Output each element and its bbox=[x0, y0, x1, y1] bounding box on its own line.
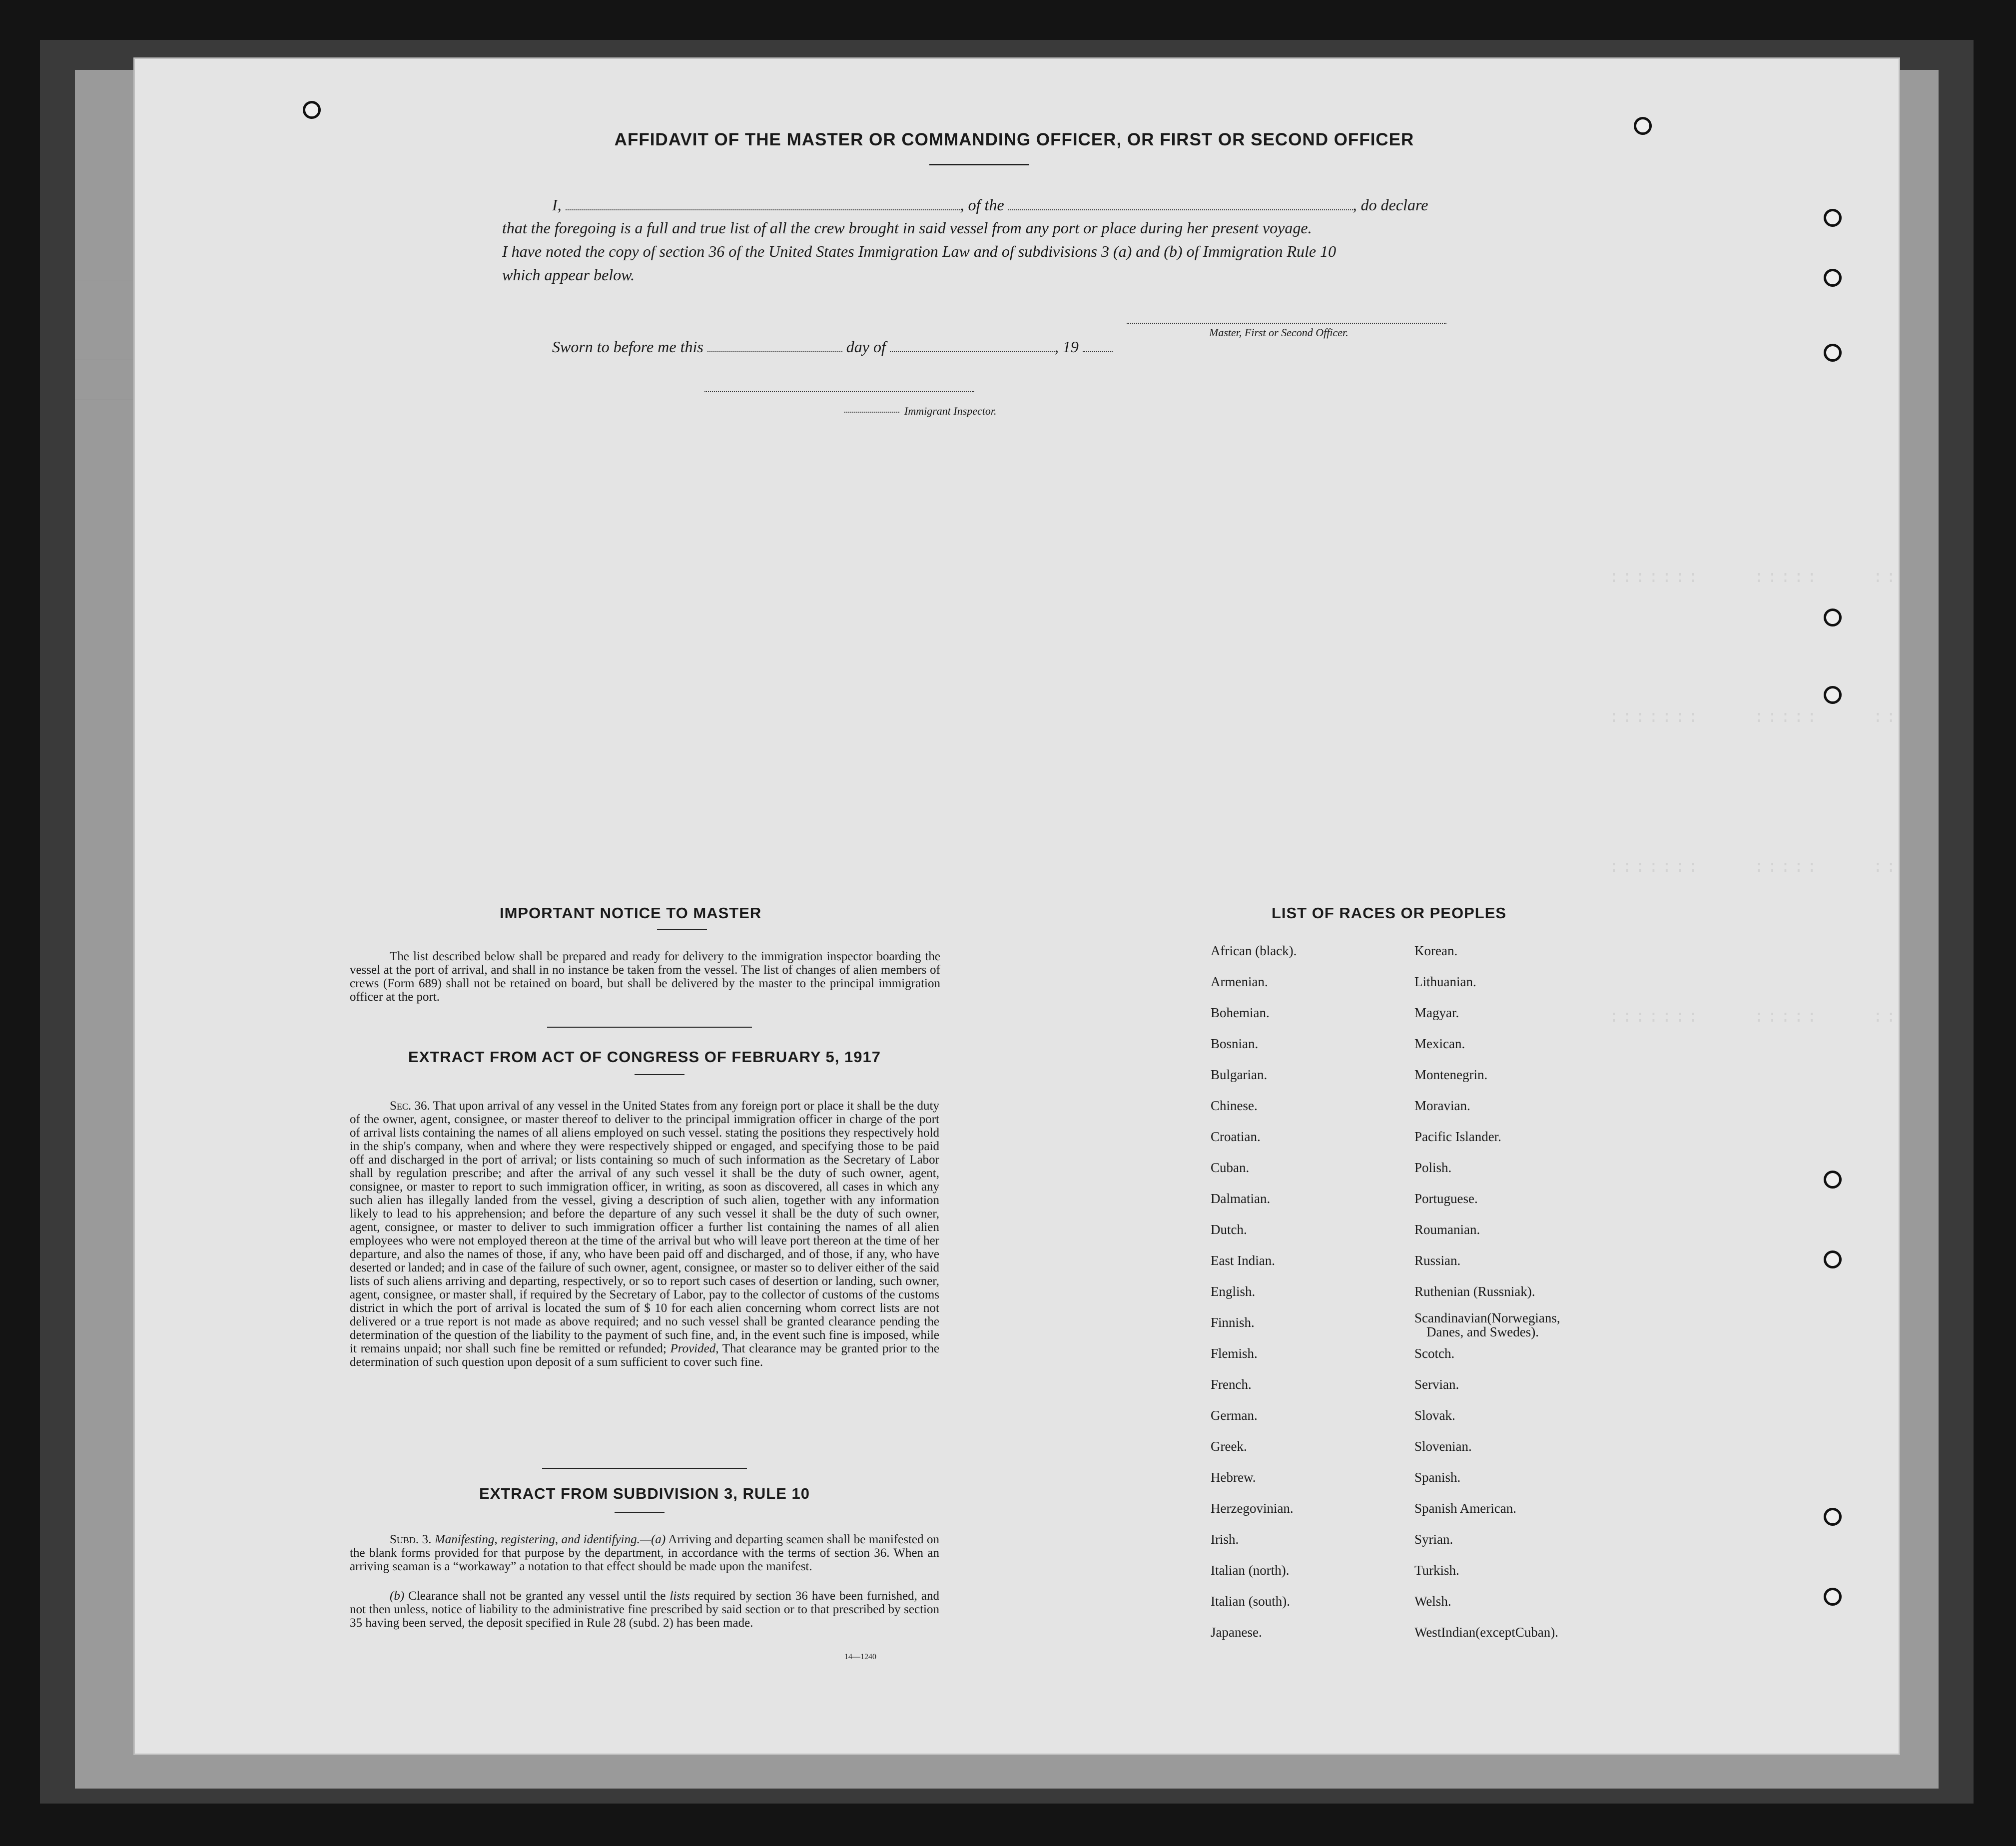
punch-hole bbox=[1824, 609, 1842, 626]
race-item: Dalmatian. bbox=[1211, 1191, 1271, 1206]
subd-label: Subd. 3. bbox=[390, 1533, 432, 1546]
race-item: Russian. bbox=[1414, 1253, 1461, 1268]
title-rule bbox=[929, 164, 1029, 165]
punch-hole bbox=[1824, 1171, 1842, 1189]
race-item: Korean. bbox=[1414, 943, 1458, 958]
race-item: Bosnian. bbox=[1211, 1036, 1259, 1051]
race-item: Cuban. bbox=[1211, 1160, 1250, 1175]
subd-b-label: (b) bbox=[390, 1589, 405, 1603]
punch-hole bbox=[1824, 344, 1842, 362]
affidavit-line-2: that the foregoing is a full and true list of all the crew brought in said vessel from any port or place during her present voyage. bbox=[502, 219, 1312, 237]
race-item: Hebrew. bbox=[1211, 1470, 1256, 1485]
race-item: Italian (north). bbox=[1211, 1563, 1290, 1578]
sworn-year: , 19 bbox=[1054, 338, 1079, 356]
punch-hole bbox=[1824, 1588, 1842, 1606]
inspector-caption-leader bbox=[844, 412, 899, 413]
sworn-prefix: Sworn to before me this bbox=[552, 338, 703, 356]
race-item: African (black). bbox=[1211, 943, 1297, 958]
affidavit-line-3: I have noted the copy of section 36 of the United States Immigration Law and of subdivisions 3 (a) and (b) of Immigration Rule 10 bbox=[502, 242, 1337, 260]
race-item: Lithuanian. bbox=[1414, 974, 1476, 989]
provided-label: Provided, bbox=[670, 1342, 719, 1355]
punch-hole bbox=[1824, 686, 1842, 704]
bleed-through: ::::::: ::::: :: bbox=[1609, 858, 1899, 877]
sec-36-text: That upon arrival of any vessel in the United States from any foreign port or place it shall be the duty of the owner, agent, consignee, or master thereof to deliver to the principal immigration officer in charge of the port of arrival lists containing the names of all aliens employed on such vessel. stating the positions they respectively hold in the ship's company, when and where they were respectively shipped or engaged, and specifying those to be paid off and discharged in the port of arrival; or lists containing so much of such information as the Secretary of Labor shall by regulation prescribe; and after the arrival of any such vessel it shall be the duty of such owner, agent, consignee, or master to report to such immigration officer, in writing, as soon as discovered, all cases in which any such alien has illegally landed from the vessel, giving a description of such alien, together with any information likely to lead to his apprehension; and before the departure of any such vessel it shall be the duty of such owner, agent, consignee, or master to deliver to such immigration officer a further list containing the names of all alien employees who were not employed thereon at the time of the arrival but who will leave port thereon at the time of her departure, and also the names of those, if any, who have been paid off and discharged, and of those, if any, who have deserted or landed; and in case of the failure of such owner, agent, consignee, or master so to deliver either of the said lists of such aliens arriving and departing, respectively, or so to report such cases of desertion or landing, such owner, agent, consignee, or master shall, if required by the Secretary of Labor, pay to the collector of customs of the customs district in which the port of arrival is located the sum of $ 10 for each alien concerning whom correct lists are not delivered or a true report is not made as above required; and no such vessel shall be granted clearance pending the determination of the question of the liability to the payment of such fine, and, in the event such fine is imposed, while it remains unpaid; nor shall such fine be remitted or refunded; bbox=[350, 1099, 939, 1355]
race-item: Pacific Islander. bbox=[1414, 1129, 1501, 1144]
section-divider bbox=[542, 1468, 747, 1469]
bleed-through: ::::::: ::::: :: bbox=[1609, 1008, 1899, 1027]
affidavit-line-1 bbox=[552, 195, 1428, 214]
month-blank bbox=[890, 337, 1055, 352]
race-item: Bohemian. bbox=[1211, 1005, 1270, 1020]
affidavit-declare: , do declare bbox=[1352, 196, 1428, 214]
race-item: Roumanian. bbox=[1414, 1222, 1480, 1237]
punch-hole bbox=[1824, 269, 1842, 287]
race-item: Armenian. bbox=[1211, 974, 1268, 989]
bleed-through: ::::::: ::::: :: bbox=[1609, 708, 1899, 727]
sec-36-label: Sec. 36. bbox=[390, 1099, 430, 1113]
race-item-continuation: Danes, and Swedes). bbox=[1426, 1324, 1539, 1339]
sec-36-text-end: That clearance may be granted prior to the determination of such question upon deposit of a sum sufficient to cover such fine. bbox=[350, 1342, 939, 1369]
sworn-day: day of bbox=[846, 338, 886, 356]
race-item: Chinese. bbox=[1211, 1098, 1258, 1113]
race-item: Syrian. bbox=[1414, 1532, 1453, 1547]
name-blank bbox=[566, 195, 960, 210]
subd-b-text-1: Clearance shall not be granted any vessel until the bbox=[408, 1589, 666, 1603]
punch-hole bbox=[1824, 1508, 1842, 1526]
punch-hole bbox=[1824, 1250, 1842, 1268]
race-item: Magyar. bbox=[1414, 1005, 1459, 1020]
affidavit-title: AFFIDAVIT OF THE MASTER OR COMMANDING OFFICER, OR FIRST OR SECOND OFFICER bbox=[614, 130, 1414, 149]
subd-a-text: Arriving and departing seamen shall be manifested on the blank forms provided for that purpose by the department, in accordance with the terms of section 36. When an arriving seaman is a “workaway” a notation to that effect should be made upon the manifest. bbox=[350, 1533, 940, 1573]
race-item: Servian. bbox=[1414, 1377, 1459, 1392]
race-item: Montenegrin. bbox=[1414, 1067, 1488, 1082]
act-body bbox=[350, 1099, 939, 1369]
affidavit-line-4: which appear below. bbox=[502, 266, 635, 284]
notice-title: IMPORTANT NOTICE TO MASTER bbox=[500, 904, 762, 922]
race-item: Bulgarian. bbox=[1211, 1067, 1268, 1082]
race-item: Scotch. bbox=[1414, 1346, 1455, 1361]
race-item: Spanish. bbox=[1414, 1470, 1461, 1485]
race-item: Dutch. bbox=[1211, 1222, 1247, 1237]
race-item: WestIndian(exceptCuban). bbox=[1414, 1625, 1558, 1640]
form-number: 14—1240 bbox=[844, 1653, 876, 1661]
act-rule bbox=[635, 1074, 684, 1075]
race-item: Mexican. bbox=[1414, 1036, 1465, 1051]
inspector-caption: Immigrant Inspector. bbox=[904, 405, 997, 417]
race-item: Slovenian. bbox=[1414, 1439, 1472, 1454]
races-column-2 bbox=[1414, 935, 1560, 1648]
race-item: Croatian. bbox=[1211, 1129, 1261, 1144]
race-item: Flemish. bbox=[1211, 1346, 1258, 1361]
section-divider bbox=[547, 1027, 752, 1028]
notice-rule bbox=[657, 929, 707, 930]
signature-line bbox=[1127, 323, 1446, 324]
race-item: Welsh. bbox=[1414, 1594, 1451, 1609]
punch-hole bbox=[303, 101, 321, 119]
rule-title: EXTRACT FROM SUBDIVISION 3, RULE 10 bbox=[479, 1485, 810, 1502]
race-item: East Indian. bbox=[1211, 1253, 1275, 1268]
act-title: EXTRACT FROM ACT OF CONGRESS OF FEBRUARY 5, 1917 bbox=[408, 1048, 881, 1066]
race-item: Portuguese. bbox=[1414, 1191, 1478, 1206]
subd-b-text-2: required by section 36 have been furnished, and not then unless, notice of liability to the administrative fine prescribed by said section or to that prescribed by section 35 having been served, the deposit specified in Rule 28 (subd. 2) has been made. bbox=[350, 1589, 940, 1630]
document-page bbox=[135, 59, 1899, 1754]
punch-hole bbox=[1634, 117, 1652, 135]
bleed-through: ::::::: ::::: :: bbox=[1609, 569, 1899, 588]
vessel-blank bbox=[1008, 195, 1353, 210]
affidavit-of: , of the bbox=[960, 196, 1004, 214]
notice-body: The list described below shall be prepared and ready for delivery to the immigration inspector boarding the vessel at the port of arrival, and shall in no instance be taken from the vessel. The list of changes of alien members of crews (Form 689) shall not be retained on board, but shall be delivered by the master to the principal immigration officer at the port. bbox=[350, 950, 940, 1004]
rule-para-b bbox=[350, 1589, 939, 1630]
race-item: French. bbox=[1211, 1377, 1252, 1392]
rule-rule bbox=[615, 1512, 665, 1513]
race-item: English. bbox=[1211, 1284, 1256, 1299]
signature-caption: Master, First or Second Officer. bbox=[1209, 326, 1348, 339]
sworn-line bbox=[552, 337, 1113, 356]
race-item: Greek. bbox=[1211, 1439, 1247, 1454]
race-item: Finnish. bbox=[1211, 1315, 1255, 1330]
race-item: German. bbox=[1211, 1408, 1258, 1423]
year-blank bbox=[1083, 337, 1113, 352]
race-item: Herzegovinian. bbox=[1211, 1501, 1294, 1516]
day-blank bbox=[707, 337, 842, 352]
race-item: Moravian. bbox=[1414, 1098, 1470, 1113]
rule-para-a bbox=[350, 1533, 939, 1573]
subd-heading: Manifesting, registering, and identifying.—(a) bbox=[434, 1533, 666, 1546]
punch-hole bbox=[1824, 209, 1842, 227]
race-item: Japanese. bbox=[1211, 1625, 1262, 1640]
affidavit-i: I, bbox=[552, 196, 562, 214]
subd-b-lists: lists bbox=[670, 1589, 690, 1603]
race-item: Scandinavian(Norwegians, bbox=[1414, 1310, 1560, 1325]
races-title: LIST OF RACES OR PEOPLES bbox=[1271, 904, 1507, 922]
race-item: Turkish. bbox=[1414, 1563, 1459, 1578]
race-item: Polish. bbox=[1414, 1160, 1452, 1175]
inspector-signature-line bbox=[704, 391, 974, 392]
races-column-1 bbox=[1211, 935, 1297, 1648]
race-item: Spanish American. bbox=[1414, 1501, 1516, 1516]
race-item-wrapped bbox=[1414, 1307, 1560, 1338]
race-item: Slovak. bbox=[1414, 1408, 1455, 1423]
race-item: Italian (south). bbox=[1211, 1594, 1290, 1609]
race-item: Irish. bbox=[1211, 1532, 1239, 1547]
race-item: Ruthenian (Russniak). bbox=[1414, 1284, 1535, 1299]
